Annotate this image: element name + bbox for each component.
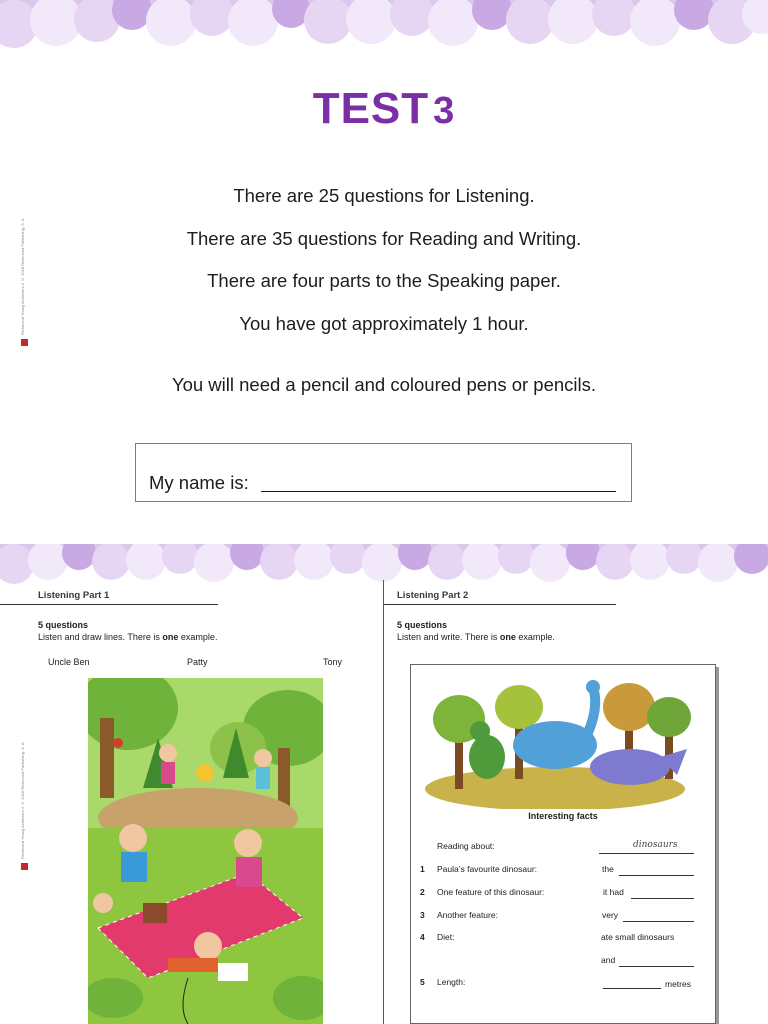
item5-label: Length:	[437, 977, 466, 987]
item4-prefix: ate small dinosaurs	[601, 932, 675, 942]
picnic-illustration	[88, 678, 323, 1024]
item4-label: Diet:	[437, 932, 455, 942]
item5-suffix: metres	[665, 979, 691, 989]
listening-info: There are 25 questions for Listening.	[233, 185, 535, 206]
test-title	[0, 84, 768, 134]
facts-title: Interesting facts	[528, 811, 598, 821]
item4b-answer-line[interactable]	[619, 966, 694, 967]
column-divider	[383, 580, 384, 1024]
listening-page	[0, 544, 768, 1024]
item5-answer-line[interactable]	[603, 988, 661, 989]
duration-info: You have got approximately 1 hour.	[239, 313, 529, 334]
speaking-info: There are four parts to the Speaking paper.	[207, 270, 561, 291]
example-answer-line	[599, 853, 694, 854]
publisher-logo-icon-2	[21, 863, 28, 870]
part1-questions-count: 5 questions	[38, 620, 89, 630]
interesting-facts-card	[410, 664, 716, 1024]
part2-rule	[384, 604, 616, 605]
part2-questions-count: 5 questions	[397, 620, 448, 630]
item1-answer-line[interactable]	[619, 875, 694, 876]
title-word: TEST	[312, 84, 430, 133]
listening-part1-heading: Listening Part 1	[38, 590, 110, 601]
part1-rule	[0, 604, 218, 605]
item2-prefix: it had	[603, 887, 624, 897]
dinosaur-illustration	[425, 679, 700, 809]
item3-answer-line[interactable]	[623, 921, 694, 922]
copyright-note: Richmond Young Achievers 3 © 2018 Richmond Publishing, S. A.	[20, 217, 25, 335]
copyright-note-2: Richmond Young Achievers 3 © 2018 Richmond Publishing, S. A.	[20, 741, 25, 859]
item1-prefix: the	[602, 864, 614, 874]
name-patty: Patty	[187, 657, 208, 667]
example-answer: dinosaurs	[633, 840, 678, 850]
title-number: 3	[433, 90, 456, 132]
part1-instruction: Listen and draw lines. There is one example.	[38, 632, 218, 642]
name-tony: Tony	[323, 657, 343, 667]
scallop-border-second	[0, 544, 768, 584]
publisher-logo-icon	[21, 339, 28, 346]
item1-number: 1	[420, 864, 425, 874]
listening-part2-heading: Listening Part 2	[397, 590, 469, 601]
materials-info: You will need a pencil and coloured pens or pencils.	[171, 374, 597, 395]
item2-number: 2	[420, 887, 425, 897]
item1-label: Paula’s favourite dinosaur:	[437, 864, 538, 874]
name-label: My name is:	[149, 472, 249, 493]
item3-label: Another feature:	[437, 910, 498, 920]
name-uncle-ben: Uncle Ben	[48, 657, 90, 667]
item5-number: 5	[420, 977, 425, 987]
item4b-prefix: and	[601, 955, 616, 965]
item3-number: 3	[420, 910, 425, 920]
item3-prefix: very	[602, 910, 619, 920]
reading-writing-info: There are 35 questions for Reading and Writing.	[186, 228, 582, 249]
item2-label: One feature of this dinosaur:	[437, 887, 545, 897]
name-write-line[interactable]	[261, 491, 616, 492]
scallop-border-top	[0, 0, 768, 60]
name-box	[135, 443, 632, 502]
item4-number: 4	[420, 932, 425, 942]
part2-instruction: Listen and write. There is one example.	[397, 632, 555, 642]
item2-answer-line[interactable]	[631, 898, 694, 899]
reading-about-label: Reading about:	[437, 841, 495, 851]
